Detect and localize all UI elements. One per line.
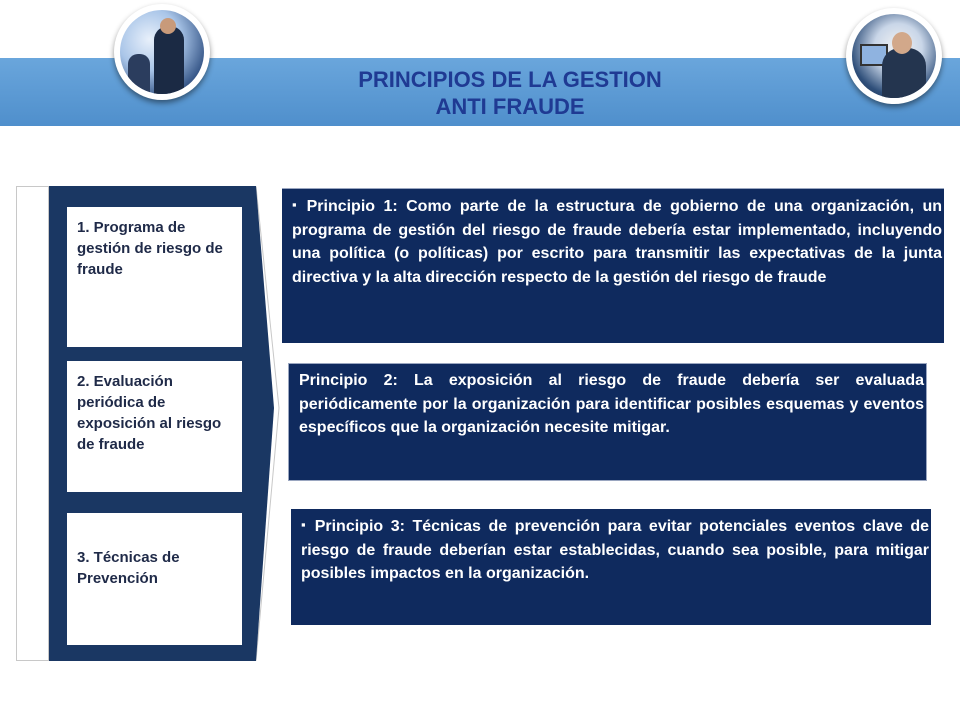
principle-2-panel (288, 363, 927, 481)
sidebar-item-3 (67, 513, 242, 645)
principle-3-text: Principio 3: Técnicas de prevención para evitar potenciales eventos clave de riesgo de fraude deberían estar establecidas, cuando sea posible, para mitigar posibles impactos en la organización. (301, 518, 929, 582)
principle-2-text: Principio 2: La exposición al riesgo de fraude debería ser evaluada periódicamente por la organización para identificar posibles esquemas y eventos específicos que la organización necesite mitigar. (299, 372, 924, 436)
sidebar-item-2-label: 2. Evaluación periódica de exposición al riesgo de fraude (77, 373, 222, 453)
sidebar-item-1 (67, 207, 242, 347)
principle-1-text: Principio 1: Como parte de la estructura de gobierno de una organización, un programa de gestión del riesgo de fraude debería estar implementado, incluyendo una política (o políticas) por escrito para transmitir las expectativas de la junta directiva y la alta dirección respecto de la gestión del riesgo de fraude (292, 198, 943, 286)
business-handshake-photo (114, 4, 210, 100)
sidebar-item-1-label: 1. Programa de gestión de riesgo de fraude (77, 219, 223, 278)
business-man-photo (846, 8, 942, 104)
principle-1-bullet-icon: ▪ (292, 197, 301, 212)
page-title (250, 66, 770, 120)
page-title-line-2: ANTI FRAUDE (435, 94, 585, 119)
principle-1-panel (282, 188, 944, 343)
principle-3-panel (291, 509, 931, 625)
sidebar-item-3-label: 3. Técnicas de Prevención (77, 549, 180, 587)
page-title-line-1: PRINCIPIOS DE LA GESTION (358, 67, 662, 92)
sidebar-item-2 (67, 361, 242, 492)
principle-3-bullet-icon: ▪ (301, 517, 309, 532)
